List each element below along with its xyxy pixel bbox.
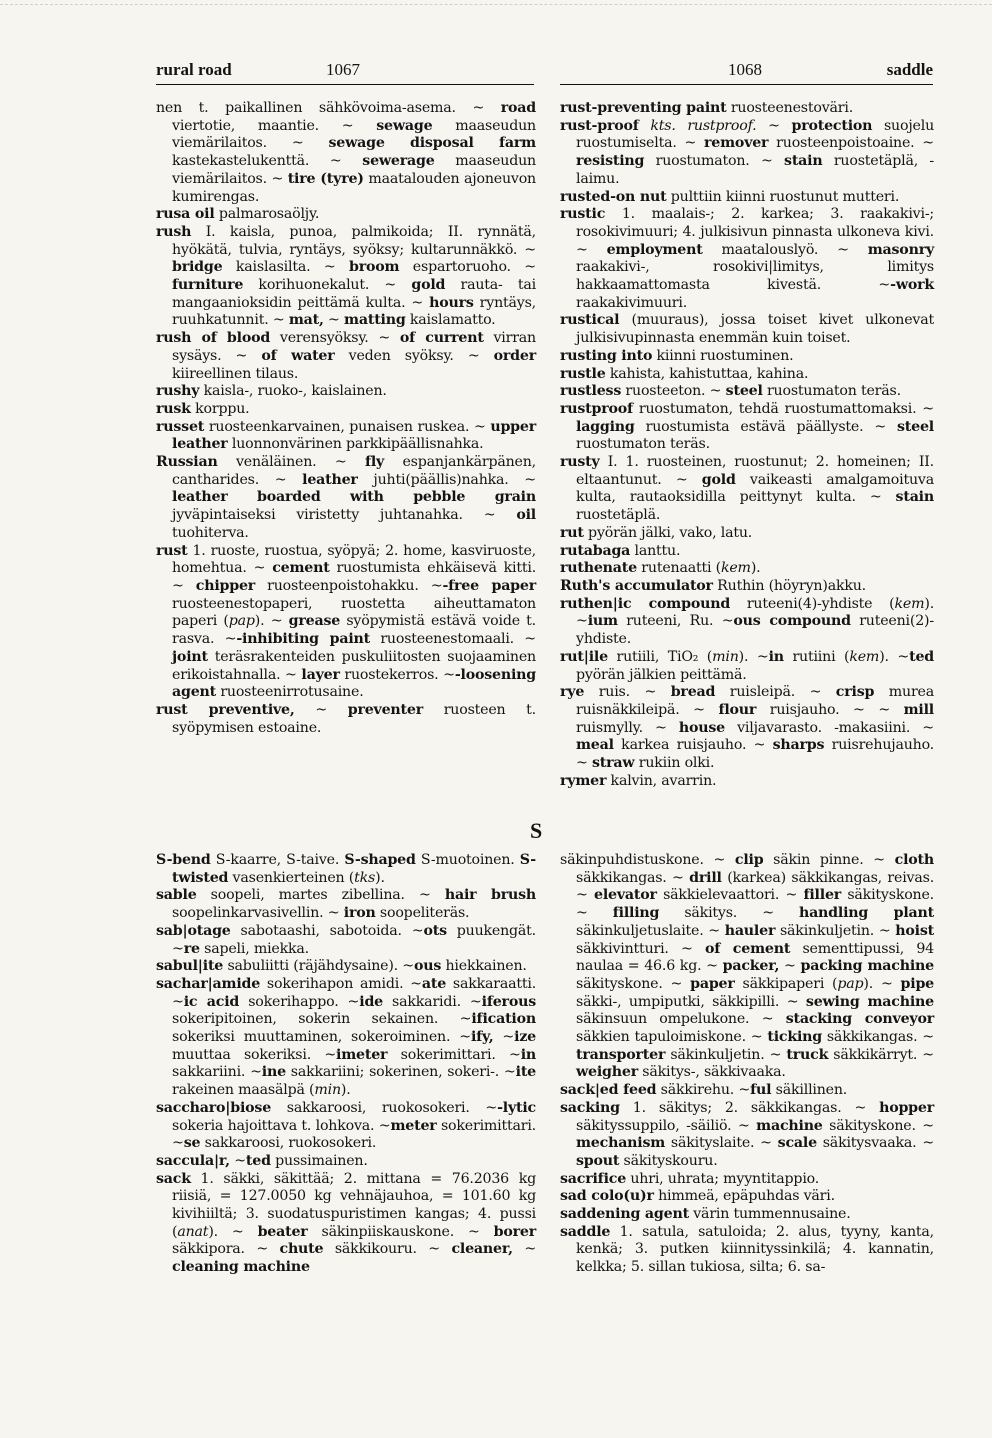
dictionary-entry: rust 1. ruoste, ruostua, syöpyä; 2. home, kasviruoste, homehtua. ~ cement ruostumista ehkäisevä kitti. ~ chipper ruosteenpoistohakku. ~-free paper ruosteenestopaperi, ruostetta aiheuttamaton paperi (pap). ~ grease syöpymistä estävä voide t. rasva. ~-inhibiting paint ruosteenestomaali. ~ joint teräsrakenteiden puskuliitosten suojaaminen erikoistahnalla. ~ layer ruostekerros. ~-loosening agent ruosteenirrotusaine. [156,542,537,701]
dictionary-entry: saddening agent värin tummennusaine. [560,1206,851,1223]
dictionary-entry: sack 1. säkki, säkittää; 2. mittana = 76.2036 kg riisiä, = 127.0050 kg vehnäjauhoa, = 101.60 kg kivihiiltä; 3. suodatuspuristimen kangas; 4. pussi (anat). ~ beater säkinpiiskauskone. ~ borer säkkipora. ~ chute säkkikouru. ~ cleaner, ~ cleaning machine [156,1170,537,1276]
dictionary-entry: rustproof ruostumaton, tehdä ruostumattomaksi. ~ lagging ruostumista estävä päällyste. ~ steel ruostumaton teräs. [560,400,934,453]
dictionary-entry: rust-proof kts. rustproof. ~ protection suojelu ruostumiselta. ~ remover ruosteenpoistoaine. ~ resisting ruostumaton. ~ stain ruostetäplä, -laimu. [560,117,935,187]
dictionary-entry: ruthenate rutenaatti (kem). [560,560,761,577]
dictionary-entry: rust preventive, ~ preventer ruosteen t. syöpymisen estoaine. [156,701,536,736]
dictionary-entry: rut|ile rutiili, TiO₂ (min). ~in rutiini (kem). ~ted pyörän jälkien peittämä. [560,648,934,683]
column-right-top [560,100,934,790]
right-page-header [560,60,933,85]
dictionary-entry: S-bend S-kaarre, S-taive. S-shaped S-muotoinen. S-twisted vasenkierteinen (tks). [156,852,536,886]
column-left-top [156,100,536,737]
dictionary-entry: rustic 1. maalais-; 2. karkea; 3. raakakivi-; rosokivimuuri; 4. julkisivun pinnasta ulkoneva kivi. ~ employment maatalouslyö. ~ masonry raakakivi-, rosokivi|limitys, limitys hakkaamattomasta kivestä. ~-work raakakivimuuri. [560,206,935,311]
dictionary-entry: rustical (muuraus), jossa toiset kivet ulkonevat julkisivupinnasta enemmän kuin toiset. [560,312,934,347]
left-page-header [156,60,534,85]
dictionary-entry: nen t. paikallinen sähkövoima-asema. ~ road viertotie, maantie. ~ sewage maaseudun viemärilaitos. ~ sewage disposal farm kastekastelukenttä. ~ sewerage maaseudun viemärilaitos. ~ tire (tyre) maatalouden ajoneuvon kumirengas. [156,100,536,205]
dictionary-entry: sad colo(u)r himmeä, epäpuhdas väri. [560,1188,835,1205]
column-right-bottom [560,852,934,1277]
section-letter: S [530,818,543,843]
dictionary-entry: rustless ruosteeton. ~ steel ruostumaton teräs. [560,383,901,400]
dictionary-entry: ruthen|ic compound ruteeni(4)-yhdiste (kem). ~ium ruteeni, Ru. ~ous compound ruteeni(2)-yhdiste. [560,595,935,648]
dictionary-entry: säkinpuhdistuskone. ~ clip säkin pinne. ~ cloth säkkikangas. ~ drill (karkea) säkkikangas, reivas. ~ elevator säkkielevaattori. ~ filler säkityskone. ~ filling säkitys. ~ handling plant säkinkuljetuslaite. ~ hauler säkinkuljetin. ~ hoist säkkivintturi. ~ of cement sementtipussi, 94 naulaa = 46.6 kg. ~ packer, ~ packing machine säkityskone. ~ paper säkkipaperi (pap). ~ pipe säkki-, umpiputki, säkkipilli. ~ sewing machine säkinsuun ompelukone. ~ stacking conveyor säkkien tapuloimiskone. ~ ticking säkkikangas. ~ transporter säkinkuljetin. ~ truck säkkikärryt. ~ weigher säkitys-, säkkivaaka. [560,852,935,1081]
dictionary-entry: saccharo|biose sakkaroosi, ruokosokeri. ~-lytic sokeria hajoittava t. lohkova. ~meter sokerimittari. ~se sakkaroosi, ruokosokeri. [156,1099,536,1152]
dictionary-entry: rushy kaisla-, ruoko-, kaislainen. [156,383,387,400]
dictionary-entry: rymer kalvin, avarrin. [560,772,717,789]
dictionary-entry: saccula|r, ~ted pussimainen. [156,1152,368,1169]
dictionary-entry: rusty I. 1. ruosteinen, ruostunut; 2. homeinen; II. eltaantunut. ~ gold vaikeasti amalgamoituva kulta, rautaoksidilla peittynyt kulta. ~ stain ruostetäplä. [560,454,935,524]
dictionary-entry: rush I. kaisla, punoa, palmikoida; II. rynnätä, hyökätä, tulvia, ryntäys, syöksy; kultarunnäkkö. ~ bridge kaislasilta. ~ broom espartoruoho. ~ furniture korihuonekalut. ~ gold rauta- tai mangaanioksidin peittämä kulta. ~ hours ryntäys, ruuhkatunnit. ~ mat, ~ matting kaislamatto. [156,223,536,329]
dictionary-entry: rusa oil palmarosaöljy. [156,206,320,223]
dictionary-entry: rye ruis. ~ bread ruisleipä. ~ crisp murea ruisnäkkileipä. ~ flour ruisjauho. ~ ~ mill ruismylly. ~ house viljavarasto. -makasiini. ~ meal karkea ruisjauho. ~ sharps ruisrehujauho. ~ straw rukiin olki. [560,684,934,772]
dictionary-entry: sab|otage sabotaashi, sabotoida. ~ots puukengät. ~re sapeli, miekka. [156,922,536,957]
dictionary-entry: sabul|ite sabuliitti (räjähdysaine). ~ous hiekkainen. [156,958,527,975]
dictionary-entry: Russian venäläinen. ~ fly espanjankärpänen, cantharides. ~ leather juhti(päällis)nahka. ~ leather boarded with pebble grain jyväpintaiseksi viristetty juhtanahka. ~ oil tuohiterva. [156,454,536,541]
right-running-headword: saddle [886,60,933,79]
dictionary-entry: rustle kahista, kahistuttaa, kahina. [560,365,809,382]
dictionary-entry: rut pyörän jälki, vako, latu. [560,524,753,541]
dictionary-entry: rusting into kiinni ruostuminen. [560,347,794,364]
dictionary-entry: sable soopeli, martes zibellina. ~ hair brush soopelinkarvasivellin. ~ iron soopeliteräs. [156,887,536,922]
dictionary-entry: sachar|amide sokerihapon amidi. ~ate sakkaraatti. ~ic acid sokerihappo. ~ide sakkaridi. ~iferous sokeripitoinen, sokerin sekainen. ~ification sokeriksi muuttaminen, sokeroiminen. ~ify, ~ize muuttaa sokeriksi. ~imeter sokerimittari. ~in sakkariini. ~ine sakkariini; sokerinen, sokeri-. ~ite rakeinen maasälpä (min). [156,975,537,1099]
dictionary-entry: rust-preventing paint ruosteenestoväri. [560,100,854,116]
left-running-headword: rural road [156,60,232,79]
left-page-number: 1067 [326,60,360,79]
right-page-number: 1068 [728,60,762,79]
column-left-bottom [156,852,536,1277]
dictionary-entry: sack|ed feed säkkirehu. ~ful säkillinen. [560,1082,848,1099]
dictionary-entry: rusted-on nut pulttiin kiinni ruostunut mutteri. [560,188,900,205]
dictionary-entry: rutabaga lanttu. [560,542,681,559]
dictionary-entry: sacking 1. säkitys; 2. säkkikangas. ~ hopper säkityssuppilo, -säiliö. ~ machine säkityskone. ~ mechanism säkityslaite. ~ scale säkitysvaaka. ~ spout säkityskouru. [560,1099,935,1169]
dictionary-entry: Ruth's accumulator Ruthin (höyryn)akku. [560,577,866,594]
scan-edge-line [0,4,992,5]
dictionary-entry: saddle 1. satula, satuloida; 2. alus, tyyny, kanta, kenkä; 3. putken kiinnityssinkilä; 4. kannatin, kelkka; 5. sillan tukiosa, silta; 6. sa- [560,1223,934,1276]
dictionary-entry: rush of blood verensyöksy. ~ of current virran sysäys. ~ of water veden syöksy. ~ order kiireellinen tilaus. [156,330,536,382]
dictionary-entry: russet ruosteenkarvainen, punaisen ruskea. ~ upper leather luonnonvärinen parkkipäällisnahka. [156,418,536,453]
dictionary-entry: sacrifice uhri, uhrata; myyntitappio. [560,1170,820,1187]
dictionary-entry: rusk korppu. [156,400,250,417]
